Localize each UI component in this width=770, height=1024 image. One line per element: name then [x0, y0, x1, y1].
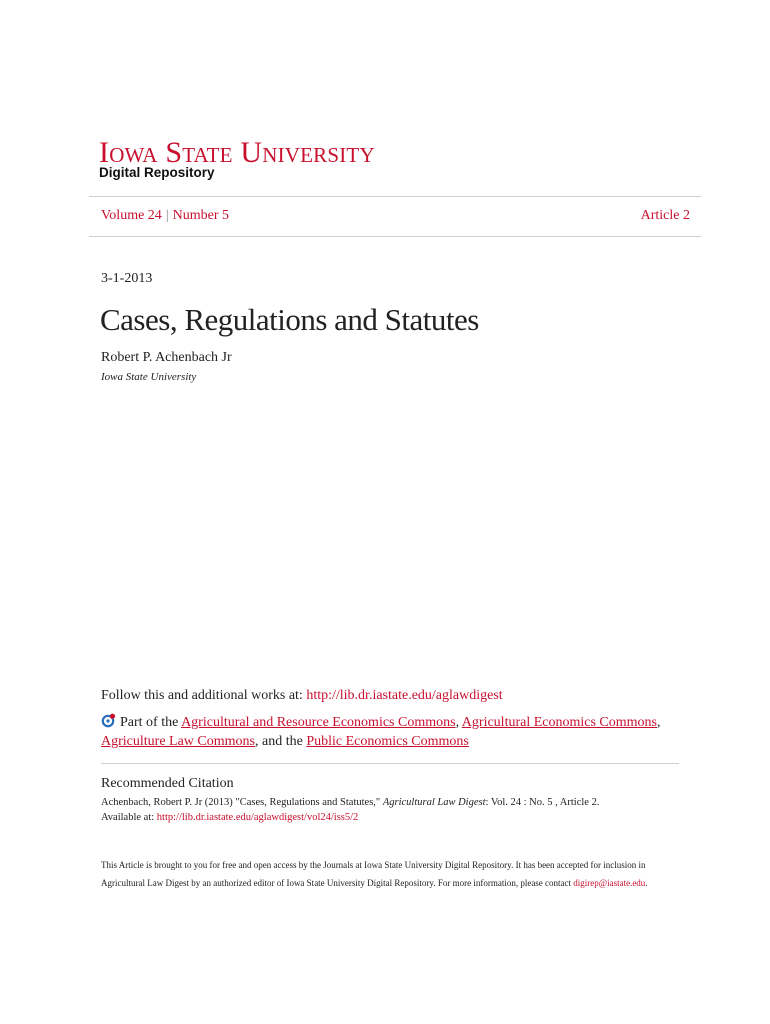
available-label: Available at:: [101, 812, 155, 823]
contact-email-link[interactable]: digirep@iastate.edu: [573, 878, 646, 888]
citation-url-link[interactable]: http://lib.dr.iastate.edu/aglawdigest/vol24/iss5/2: [156, 812, 359, 823]
author-name: Robert P. Achenbach Jr: [101, 350, 232, 365]
issue-separator: |: [165, 208, 169, 223]
top-divider: [89, 196, 701, 197]
access-note: [101, 856, 691, 892]
link-agricultural-resource-economics[interactable]: Agricultural and Resource Economics Commons: [181, 715, 456, 730]
citation-text: [101, 797, 599, 808]
university-logo: [99, 138, 375, 168]
network-icon: [101, 713, 116, 728]
citation-journal: Agricultural Law Digest: [382, 797, 486, 808]
logo-subtitle: Digital Repository: [99, 165, 215, 180]
citation-available: [101, 812, 358, 823]
volume-link[interactable]: Volume 24: [101, 208, 162, 223]
link-agriculture-law[interactable]: Agriculture Law Commons: [101, 734, 255, 749]
header-divider: [89, 236, 701, 237]
part-of-section: [101, 713, 681, 751]
note-end: .: [645, 878, 648, 888]
citation-main: Achenbach, Robert P. Jr (2013) "Cases, Regulations and Statutes,": [101, 797, 381, 808]
link-agricultural-economics[interactable]: Agricultural Economics Commons: [461, 715, 657, 730]
citation-heading: Recommended Citation: [101, 776, 234, 791]
article-link[interactable]: Article 2: [640, 208, 690, 223]
follow-url-link[interactable]: http://lib.dr.iastate.edu/aglawdigest: [306, 688, 503, 703]
author-institution: Iowa State University: [101, 371, 197, 383]
publication-date: 3-1-2013: [101, 271, 153, 286]
citation-volume: : Vol. 24 : No. 5 , Article 2.: [485, 797, 600, 808]
citation-divider: [101, 763, 679, 764]
number-link[interactable]: Number 5: [172, 208, 230, 223]
logo-text: Iowa State University: [99, 136, 375, 169]
access-note-text: This Article is brought to you for free and open access by the Journals at Iowa State University Digital Repository. It has been accepted for inclusion in Agricultural Law Digest by an authorized editor of Iowa State University Digital Repository. For more information, please contact: [101, 860, 646, 888]
follow-label: Follow this and additional works at:: [101, 688, 303, 703]
link-public-economics[interactable]: Public Economics Commons: [306, 734, 469, 749]
comma-separator: ,: [455, 715, 460, 730]
issue-info: [101, 208, 229, 224]
comma-separator: ,: [657, 715, 661, 730]
follow-line: [101, 688, 503, 704]
part-of-prefix: Part of the: [120, 715, 179, 730]
and-separator: , and the: [254, 734, 303, 749]
article-title: Cases, Regulations and Statutes: [100, 302, 479, 337]
